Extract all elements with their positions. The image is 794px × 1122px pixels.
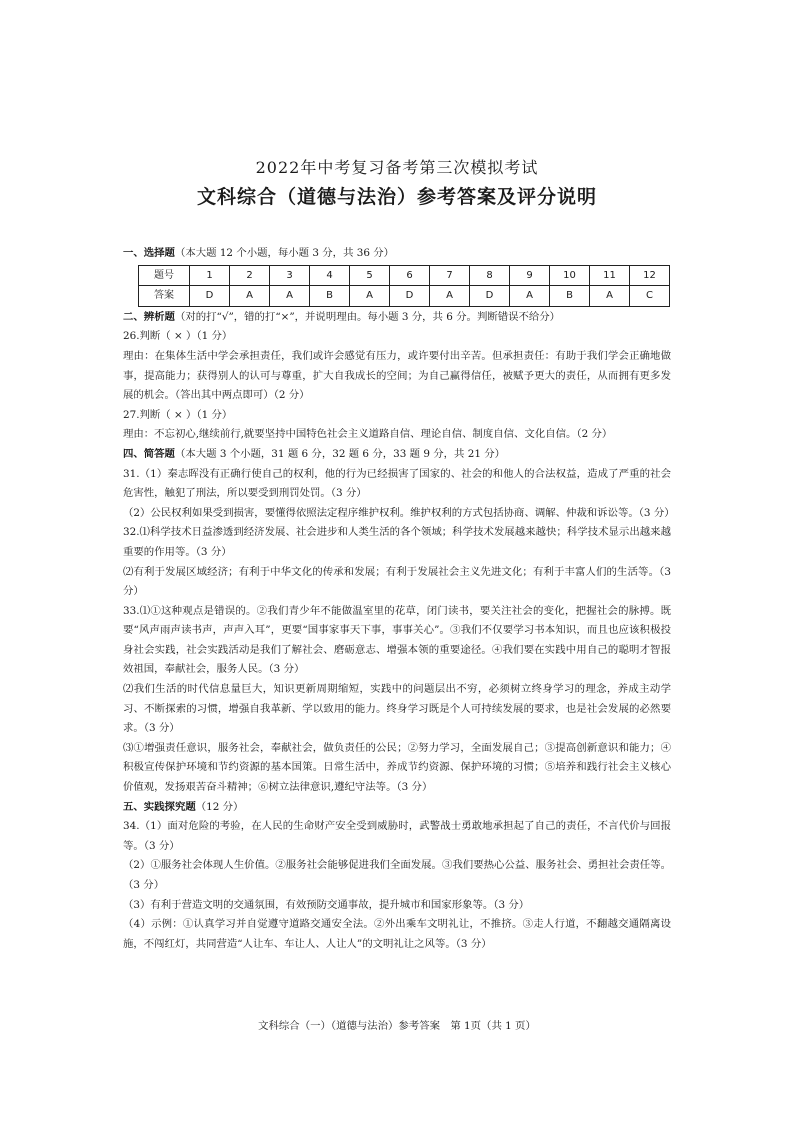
answer-paragraph: ⑵我们生活的时代信息量巨大，知识更新周期缩短，实践中的问题层出不穷，必须树立终身学习的理念，养成主动学习、不断探索的习惯，增强自我革新、学以致用的能力。终身学习既是个人可持续发展的要求，也是社会发展的必然要求。（3 分） (123, 683, 671, 735)
answer-paragraph: 理由：在集体生活中学会承担责任，我们或许会感觉有压力，或许要付出辛苦。但承担责任：有助于我们学会正确地做事，提高能力；获得别人的认可与尊重，扩大自我成长的空间；为自己赢得信任，被赋予更大的责任，从而拥有更多发展的机会。（答出其中两点即可）（2 分） (123, 349, 671, 402)
answer-cell: B (550, 286, 590, 307)
answer-cell: B (310, 286, 350, 307)
section-note: （本大题 12 个小题，每小题 3 分，共 36 分） (174, 247, 395, 259)
answer-paragraph: 27.判断（ × ）（1 分） (123, 408, 233, 421)
answer-cell: A (510, 286, 550, 307)
answer-paragraph: （4）示例：①认真学习并自觉遵守道路交通安全法。②外出乘车文明礼让，不推挤。③走人行道，不翻越交通隔离设施，不闯红灯，共同营造“人让车、车让人、人让人”的文明礼让之风等。（3 分） (123, 918, 671, 950)
section-heading (123, 445, 671, 465)
answer-cell: C (630, 286, 670, 307)
answer-paragraph: （3）有利于营造文明的交通氛围，有效预防交通事故，提升城市和国家形象等。（3 分） (123, 898, 530, 911)
question-number-row (139, 265, 670, 286)
answer-paragraph: ⑵有利于发展区域经济；有利于中华文化的传承和发展；有利于发展社会主义先进文化；有利于丰富人们的生活等。（3 分） (123, 565, 671, 598)
page-footer: 文科综合（一）（道德与法治）参考答案 第 1页（共 1 页） (258, 1020, 536, 1032)
section-heading (123, 308, 671, 328)
question-number: 1 (190, 265, 230, 286)
answer-paragraph: 理由：不忘初心,继续前行,就要坚持中国特色社会主义道路自信、理论自信、制度自信、文化自信。（2 分） (123, 428, 613, 441)
question-number: 8 (470, 265, 510, 286)
answer-cell: D (470, 286, 510, 307)
question-number: 10 (550, 265, 590, 286)
answer-paragraph: ⑶①增强责任意识，服务社会，奉献社会，做负责任的公民；②努力学习，全面发展自己；③提高创新意识和能力；④积极宣传保护环境和节约资源的基本国策。日常生活中，养成节约资源、保护环境的习惯；⑤培养和践行社会主义核心价值观，发扬艰苦奋斗精神；⑥树立法律意识,遵纪守法等。（3 分） (123, 741, 671, 794)
section-note: （本大题 3 个小题，31 题 6 分，32 题 6 分，33 题 9 分，共 21 分） (174, 447, 506, 460)
section-heading (123, 798, 671, 818)
section-note: （12 分） (195, 800, 244, 813)
answer-cell: A (230, 286, 270, 307)
question-number: 3 (270, 265, 310, 286)
answer-paragraph: 34.（1）面对危险的考验，在人民的生命财产安全受到威胁时，武警战士勇敢地承担起了自己的责任，不言代价与回报等。（3 分） (123, 820, 671, 852)
question-number: 5 (350, 265, 390, 286)
question-number: 12 (630, 265, 670, 286)
section-title: 二、辨析题 (123, 310, 175, 323)
question-number: 11 (590, 265, 630, 286)
answer-row (139, 286, 670, 307)
answer-content (123, 244, 675, 954)
answer-cell: A (430, 286, 470, 307)
question-number: 7 (430, 265, 470, 286)
answer-paragraph: 33.⑴①这种观点是错误的。②我们青少年不能做温室里的花草，闭门读书，要关注社会的变化，把握社会的脉搏。既要“风声雨声读书声，声声入耳”，更要“国事家事天下事，事事关心”。③我们不仅要学习书本知识，而且也应该积极投身社会实践，社会实践活动是我们了解社会、磨砺意志、增强本领的重要途径。④我们要在实践中用自己的聪明才智报效祖国，奉献社会，服务人民。（3 分） (123, 604, 671, 676)
row-label: 题号 (139, 265, 190, 286)
answer-cell: A (590, 286, 630, 307)
question-number: 9 (510, 265, 550, 286)
question-number: 2 (230, 265, 270, 286)
exam-title: 2022年中考复习备考第三次模拟考试 (255, 158, 539, 177)
section-title: 五、实践探究题 (123, 800, 196, 813)
section-heading (123, 244, 671, 264)
answer-cell: D (390, 286, 430, 307)
section-title: 一、选择题 (123, 247, 175, 259)
answer-cell: D (190, 286, 230, 307)
answer-paragraph: （2）公民权利如果受到损害，要懂得依照法定程序维护权利。维护权利的方式包括协商、调解、仲裁和诉讼等。（3 分） (123, 506, 675, 519)
answer-paragraph: 32.⑴科学技术日益渗透到经济发展、社会进步和人类生活的各个领域；科学技术发展越来越快；科学技术显示出越来越重要的作用等。（3 分） (123, 526, 671, 558)
section-title: 四、简答题 (123, 447, 175, 460)
row-label: 答案 (139, 286, 190, 307)
answer-cell: A (270, 286, 310, 307)
question-number: 6 (390, 265, 430, 286)
question-number: 4 (310, 265, 350, 286)
answer-cell: A (350, 286, 390, 307)
answer-table (138, 265, 670, 307)
section-note: （对的打“√”，错的打“×”，并说明理由。每小题 3 分，共 6 分。判断错误不给分） (174, 310, 561, 323)
answer-paragraph: （2）①服务社会体现人生价值。②服务社会能够促进我们全面发展。③我们要热心公益、服务社会、勇担社会责任等。（3 分） (123, 859, 671, 891)
answer-paragraph: 31.（1）秦志晖没有正确行使自己的权利，他的行为已经损害了国家的、社会的和他人的合法权益，造成了严重的社会危害性，触犯了刑法，所以要受到刑罚处罚。（3 分） (123, 467, 671, 500)
answer-key-title: 文科综合（道德与法治）参考答案及评分说明 (196, 186, 597, 208)
answer-paragraph: 26.判断（ × ）（1 分） (123, 330, 233, 343)
